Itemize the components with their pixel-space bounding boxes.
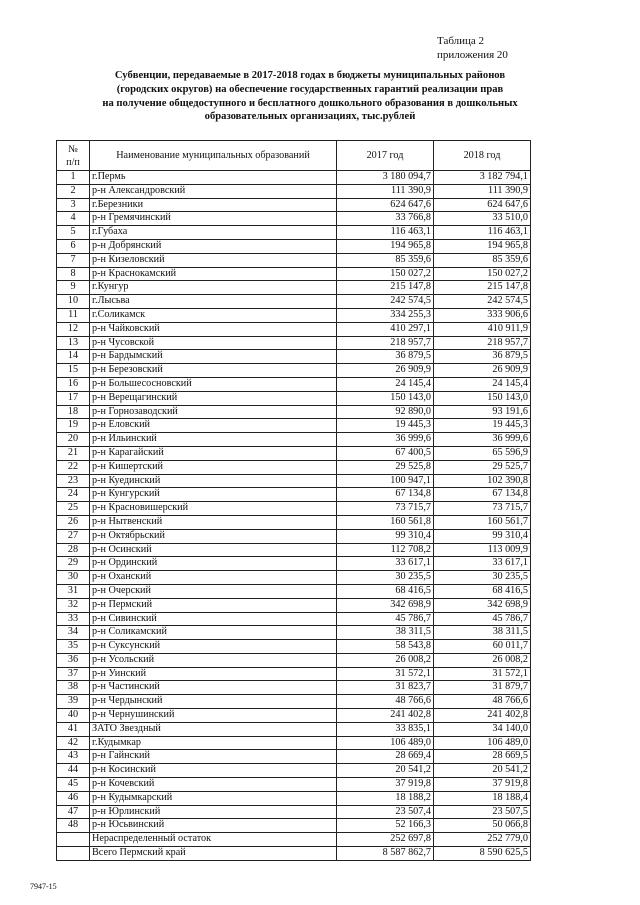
table-row (57, 253, 531, 267)
table-row (57, 212, 531, 226)
value-2017-cell: 99 310,4 (337, 529, 434, 543)
title-line: Субвенции, передаваемые в 2017-2018 годах в бюджеты муниципальных районов (114, 70, 506, 81)
municipality-name-cell: г.Кунгур (90, 281, 337, 295)
title-line: (городских округов) на обеспечение государственных гарантий реализации прав (116, 83, 504, 95)
value-2018-cell: 26 909,9 (434, 364, 531, 378)
row-number-cell: 42 (57, 736, 90, 750)
row-number-cell: 26 (57, 515, 90, 529)
table-label: Таблица 2 (437, 35, 485, 47)
value-2018-cell: 3 182 794,1 (434, 171, 531, 185)
row-number-cell: 18 (57, 405, 90, 419)
table-row (57, 667, 531, 681)
value-2018-cell: 38 311,5 (434, 626, 531, 640)
table-reference (437, 34, 523, 62)
municipality-name-cell: ЗАТО Звездный (90, 722, 337, 736)
value-2017-cell: 116 463,1 (337, 226, 434, 240)
table-row (57, 833, 531, 847)
value-2017-cell: 45 786,7 (337, 612, 434, 626)
value-2018-cell: 19 445,3 (434, 419, 531, 433)
municipality-name-cell: р-н Карагайский (90, 446, 337, 460)
row-number-cell: 33 (57, 612, 90, 626)
table-row (57, 557, 531, 571)
table-row (57, 350, 531, 364)
municipality-name-cell: р-н Оханский (90, 571, 337, 585)
municipality-name-cell: р-н Еловский (90, 419, 337, 433)
row-number-cell: 14 (57, 350, 90, 364)
table-row (57, 584, 531, 598)
row-number-cell: 9 (57, 281, 90, 295)
row-number-cell: 48 (57, 819, 90, 833)
row-number-cell: 19 (57, 419, 90, 433)
value-2018-cell: 113 009,9 (434, 543, 531, 557)
column-header-name: Наименование муниципальных образований (90, 141, 337, 171)
municipality-name-cell: р-н Кочевский (90, 778, 337, 792)
value-2017-cell: 342 698,9 (337, 598, 434, 612)
municipality-name-cell: р-н Березовский (90, 364, 337, 378)
municipality-name-cell: р-н Бардымский (90, 350, 337, 364)
municipality-name-cell: р-н Юрлинский (90, 805, 337, 819)
table-row (57, 433, 531, 447)
row-number-cell: 41 (57, 722, 90, 736)
value-2018-cell: 333 906,6 (434, 308, 531, 322)
municipality-name-cell: р-н Ильинский (90, 433, 337, 447)
title-line: на получение общедоступного и бесплатного дошкольного образования в дошкольных (102, 97, 518, 109)
value-2017-cell: 106 489,0 (337, 736, 434, 750)
row-number-cell: 20 (57, 433, 90, 447)
value-2018-cell: 50 066,8 (434, 819, 531, 833)
municipality-name-cell: р-н Чайковский (90, 322, 337, 336)
table-row (57, 267, 531, 281)
value-2017-cell: 8 587 862,7 (337, 847, 434, 861)
table-row (57, 474, 531, 488)
row-number-cell: 29 (57, 557, 90, 571)
value-2017-cell: 112 708,2 (337, 543, 434, 557)
value-2017-cell: 241 402,8 (337, 709, 434, 723)
table-row (57, 571, 531, 585)
value-2017-cell: 36 999,6 (337, 433, 434, 447)
row-number-cell: 35 (57, 640, 90, 654)
value-2018-cell: 150 143,0 (434, 391, 531, 405)
municipality-name-cell: р-н Ординский (90, 557, 337, 571)
value-2017-cell: 85 359,6 (337, 253, 434, 267)
value-2018-cell: 29 525,7 (434, 460, 531, 474)
municipality-name-cell: р-н Частинский (90, 681, 337, 695)
value-2018-cell: 18 188,4 (434, 791, 531, 805)
table-row (57, 295, 531, 309)
municipality-name-cell: р-н Куединский (90, 474, 337, 488)
value-2018-cell: 20 541,2 (434, 764, 531, 778)
table-row (57, 626, 531, 640)
title-line: образовательных организациях, тыс.рублей (204, 111, 416, 123)
table-row (57, 281, 531, 295)
row-number-cell (57, 847, 90, 861)
row-number-cell: 45 (57, 778, 90, 792)
row-number-cell: 47 (57, 805, 90, 819)
row-number-cell: 27 (57, 529, 90, 543)
value-2017-cell: 37 919,8 (337, 778, 434, 792)
municipality-name-cell: р-н Чернушинский (90, 709, 337, 723)
municipality-name-cell: р-н Гремячинский (90, 212, 337, 226)
municipality-name-cell: р-н Косинский (90, 764, 337, 778)
municipality-name-cell: г.Лысьва (90, 295, 337, 309)
value-2017-cell: 52 166,3 (337, 819, 434, 833)
table-row (57, 805, 531, 819)
value-2018-cell: 28 669,5 (434, 750, 531, 764)
municipality-name-cell: г.Соликамск (90, 308, 337, 322)
value-2017-cell: 23 507,4 (337, 805, 434, 819)
municipality-name-cell: р-н Кишертский (90, 460, 337, 474)
column-header-number-line1: № (68, 143, 78, 155)
table-row (57, 171, 531, 185)
table-row (57, 653, 531, 667)
row-number-cell: 11 (57, 308, 90, 322)
row-number-cell: 1 (57, 171, 90, 185)
value-2018-cell: 60 011,7 (434, 640, 531, 654)
row-number-cell: 10 (57, 295, 90, 309)
value-2018-cell: 194 965,8 (434, 239, 531, 253)
value-2018-cell: 8 590 625,5 (434, 847, 531, 861)
value-2018-cell: 150 027,2 (434, 267, 531, 281)
table-row (57, 239, 531, 253)
municipality-name-cell: р-н Кудымкарский (90, 791, 337, 805)
value-2017-cell: 3 180 094,7 (337, 171, 434, 185)
municipality-name-cell: р-н Октябрьский (90, 529, 337, 543)
column-header-2018: 2018 год (434, 141, 531, 171)
value-2017-cell: 58 543,8 (337, 640, 434, 654)
row-number-cell: 21 (57, 446, 90, 460)
value-2017-cell: 33 766,8 (337, 212, 434, 226)
row-number-cell: 5 (57, 226, 90, 240)
value-2018-cell: 93 191,6 (434, 405, 531, 419)
table-row (57, 529, 531, 543)
value-2018-cell: 106 489,0 (434, 736, 531, 750)
row-number-cell: 23 (57, 474, 90, 488)
table-row (57, 405, 531, 419)
value-2018-cell: 45 786,7 (434, 612, 531, 626)
value-2018-cell: 34 140,0 (434, 722, 531, 736)
value-2018-cell: 241 402,8 (434, 709, 531, 723)
municipality-name-cell: р-н Осинский (90, 543, 337, 557)
table-row (57, 460, 531, 474)
value-2018-cell: 624 647,6 (434, 198, 531, 212)
value-2018-cell: 26 008,2 (434, 653, 531, 667)
table-row (57, 640, 531, 654)
row-number-cell: 44 (57, 764, 90, 778)
value-2017-cell: 150 143,0 (337, 391, 434, 405)
value-2018-cell: 31 572,1 (434, 667, 531, 681)
value-2018-cell: 33 510,0 (434, 212, 531, 226)
column-header-number (57, 141, 90, 171)
table-row (57, 847, 531, 861)
municipality-name-cell: р-н Уинский (90, 667, 337, 681)
table-row (57, 543, 531, 557)
municipality-name-cell: р-н Добрянский (90, 239, 337, 253)
municipality-name-cell: р-н Пермский (90, 598, 337, 612)
row-number-cell: 32 (57, 598, 90, 612)
value-2017-cell: 26 909,9 (337, 364, 434, 378)
value-2018-cell: 218 957,7 (434, 336, 531, 350)
table-row (57, 198, 531, 212)
row-number-cell: 12 (57, 322, 90, 336)
value-2017-cell: 30 235,5 (337, 571, 434, 585)
row-number-cell: 15 (57, 364, 90, 378)
value-2018-cell: 37 919,8 (434, 778, 531, 792)
value-2017-cell: 100 947,1 (337, 474, 434, 488)
value-2018-cell: 252 779,0 (434, 833, 531, 847)
row-number-cell: 24 (57, 488, 90, 502)
row-number-cell: 4 (57, 212, 90, 226)
value-2018-cell: 33 617,1 (434, 557, 531, 571)
municipality-name-cell: г.Пермь (90, 171, 337, 185)
row-number-cell: 39 (57, 695, 90, 709)
municipality-name-cell: Всего Пермский край (90, 847, 337, 861)
row-number-cell: 46 (57, 791, 90, 805)
row-number-cell: 36 (57, 653, 90, 667)
municipality-name-cell: р-н Соликамский (90, 626, 337, 640)
value-2017-cell: 28 669,4 (337, 750, 434, 764)
row-number-cell: 40 (57, 709, 90, 723)
value-2018-cell: 85 359,6 (434, 253, 531, 267)
row-number-cell: 43 (57, 750, 90, 764)
table-row (57, 336, 531, 350)
document-title (60, 69, 560, 124)
table-row (57, 819, 531, 833)
table-row (57, 764, 531, 778)
table-row (57, 446, 531, 460)
value-2017-cell: 410 297,1 (337, 322, 434, 336)
row-number-cell: 13 (57, 336, 90, 350)
municipality-name-cell: р-н Чердынский (90, 695, 337, 709)
table-row (57, 184, 531, 198)
subsidies-table (56, 140, 531, 861)
municipality-name-cell: г.Губаха (90, 226, 337, 240)
value-2018-cell: 48 766,6 (434, 695, 531, 709)
municipality-name-cell: р-н Суксунский (90, 640, 337, 654)
value-2018-cell: 65 596,9 (434, 446, 531, 460)
value-2018-cell: 99 310,4 (434, 529, 531, 543)
municipality-name-cell: г.Кудымкар (90, 736, 337, 750)
table-row (57, 791, 531, 805)
row-number-cell: 2 (57, 184, 90, 198)
table-header-row (57, 141, 531, 171)
table-row (57, 778, 531, 792)
table-row (57, 502, 531, 516)
value-2018-cell: 30 235,5 (434, 571, 531, 585)
row-number-cell: 30 (57, 571, 90, 585)
value-2017-cell: 36 879,5 (337, 350, 434, 364)
row-number-cell: 28 (57, 543, 90, 557)
municipality-name-cell: р-н Александровский (90, 184, 337, 198)
value-2017-cell: 26 008,2 (337, 653, 434, 667)
municipality-name-cell: р-н Усольский (90, 653, 337, 667)
row-number-cell: 3 (57, 198, 90, 212)
municipality-name-cell: Нераспределенный остаток (90, 833, 337, 847)
value-2018-cell: 68 416,5 (434, 584, 531, 598)
appendix-label: приложения 20 (437, 49, 508, 61)
value-2017-cell: 215 147,8 (337, 281, 434, 295)
row-number-cell: 22 (57, 460, 90, 474)
table-row (57, 612, 531, 626)
row-number-cell (57, 833, 90, 847)
municipality-name-cell: р-н Большесосновский (90, 377, 337, 391)
municipality-name-cell: р-н Чусовской (90, 336, 337, 350)
municipality-name-cell: г.Березники (90, 198, 337, 212)
value-2017-cell: 18 188,2 (337, 791, 434, 805)
value-2017-cell: 73 715,7 (337, 502, 434, 516)
municipality-name-cell: р-н Юсьвинский (90, 819, 337, 833)
municipality-name-cell: р-н Кунгурский (90, 488, 337, 502)
value-2017-cell: 194 965,8 (337, 239, 434, 253)
value-2017-cell: 48 766,6 (337, 695, 434, 709)
value-2018-cell: 215 147,8 (434, 281, 531, 295)
value-2018-cell: 410 911,9 (434, 322, 531, 336)
municipality-name-cell: р-н Очерский (90, 584, 337, 598)
municipality-name-cell: р-н Нытвенский (90, 515, 337, 529)
value-2018-cell: 102 390,8 (434, 474, 531, 488)
value-2017-cell: 68 416,5 (337, 584, 434, 598)
table-body (57, 171, 531, 861)
value-2017-cell: 31 572,1 (337, 667, 434, 681)
municipality-name-cell: р-н Кизеловский (90, 253, 337, 267)
municipality-name-cell: р-н Красновишерский (90, 502, 337, 516)
value-2017-cell: 33 617,1 (337, 557, 434, 571)
value-2018-cell: 36 879,5 (434, 350, 531, 364)
value-2017-cell: 150 027,2 (337, 267, 434, 281)
value-2018-cell: 342 698,9 (434, 598, 531, 612)
value-2017-cell: 111 390,9 (337, 184, 434, 198)
value-2017-cell: 160 561,8 (337, 515, 434, 529)
value-2017-cell: 252 697,8 (337, 833, 434, 847)
value-2018-cell: 111 390,9 (434, 184, 531, 198)
value-2017-cell: 20 541,2 (337, 764, 434, 778)
value-2017-cell: 92 890,0 (337, 405, 434, 419)
table-row (57, 308, 531, 322)
table-row (57, 681, 531, 695)
value-2017-cell: 33 835,1 (337, 722, 434, 736)
value-2018-cell: 116 463,1 (434, 226, 531, 240)
table-row (57, 377, 531, 391)
municipality-name-cell: р-н Сивинский (90, 612, 337, 626)
table-row (57, 322, 531, 336)
table-row (57, 488, 531, 502)
municipality-name-cell: р-н Верещагинский (90, 391, 337, 405)
value-2018-cell: 160 561,7 (434, 515, 531, 529)
document-code: 7947-15 (30, 882, 57, 891)
value-2018-cell: 36 999,6 (434, 433, 531, 447)
row-number-cell: 38 (57, 681, 90, 695)
table-row (57, 226, 531, 240)
value-2017-cell: 67 134,8 (337, 488, 434, 502)
municipality-name-cell: р-н Гайнский (90, 750, 337, 764)
value-2018-cell: 242 574,5 (434, 295, 531, 309)
municipality-name-cell: р-н Краснокамский (90, 267, 337, 281)
value-2017-cell: 242 574,5 (337, 295, 434, 309)
row-number-cell: 31 (57, 584, 90, 598)
table-row (57, 695, 531, 709)
table-row (57, 419, 531, 433)
value-2018-cell: 31 879,7 (434, 681, 531, 695)
value-2017-cell: 67 400,5 (337, 446, 434, 460)
value-2018-cell: 67 134,8 (434, 488, 531, 502)
value-2017-cell: 218 957,7 (337, 336, 434, 350)
table-row (57, 364, 531, 378)
value-2017-cell: 29 525,8 (337, 460, 434, 474)
column-header-number-line2: п/п (66, 156, 80, 168)
value-2017-cell: 334 255,3 (337, 308, 434, 322)
value-2017-cell: 624 647,6 (337, 198, 434, 212)
value-2018-cell: 73 715,7 (434, 502, 531, 516)
value-2017-cell: 19 445,3 (337, 419, 434, 433)
value-2017-cell: 24 145,4 (337, 377, 434, 391)
value-2018-cell: 23 507,5 (434, 805, 531, 819)
table-row (57, 750, 531, 764)
column-header-2017: 2017 год (337, 141, 434, 171)
table-row (57, 598, 531, 612)
table-row (57, 722, 531, 736)
municipality-name-cell: р-н Горнозаводский (90, 405, 337, 419)
value-2018-cell: 24 145,4 (434, 377, 531, 391)
table-row (57, 736, 531, 750)
row-number-cell: 7 (57, 253, 90, 267)
row-number-cell: 8 (57, 267, 90, 281)
table-row (57, 709, 531, 723)
table-row (57, 391, 531, 405)
row-number-cell: 25 (57, 502, 90, 516)
value-2017-cell: 31 823,7 (337, 681, 434, 695)
value-2017-cell: 38 311,5 (337, 626, 434, 640)
row-number-cell: 17 (57, 391, 90, 405)
row-number-cell: 37 (57, 667, 90, 681)
table-row (57, 515, 531, 529)
row-number-cell: 16 (57, 377, 90, 391)
row-number-cell: 6 (57, 239, 90, 253)
row-number-cell: 34 (57, 626, 90, 640)
